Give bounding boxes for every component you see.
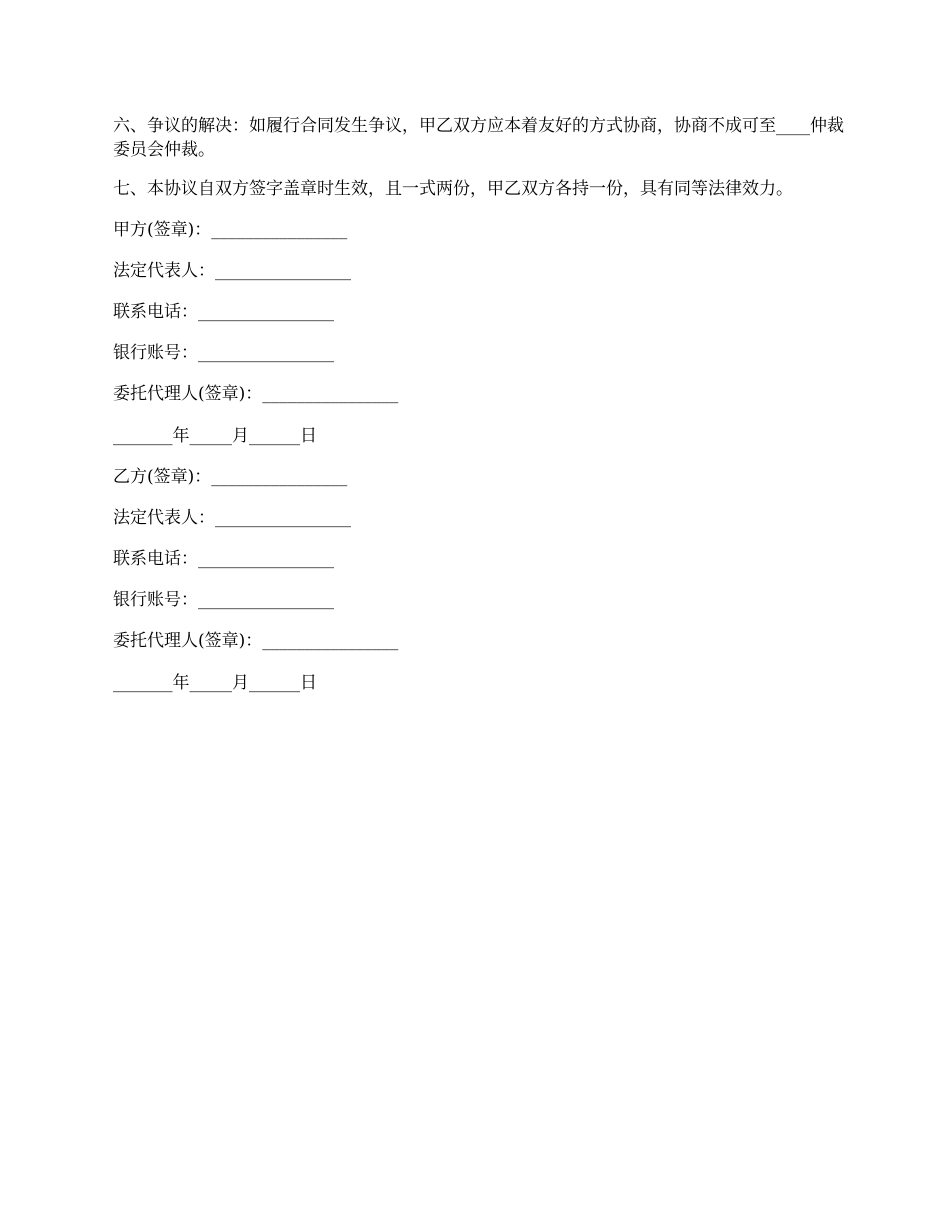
party-a-signature: 甲方(签章)：________________ <box>113 220 348 240</box>
party-b-date: _______年_____月______日 <box>113 673 317 693</box>
document-body <box>113 114 858 695</box>
party-b-bank-account: 银行账号：________________ <box>113 590 334 610</box>
clause-7-effectiveness: 七、本协议自双方签字盖章时生效，且一式两份，甲乙双方各持一份，具有同等法律效力。 <box>113 179 793 199</box>
party-b-signature: 乙方(签章)：________________ <box>113 467 348 487</box>
party-a-agent: 委托代理人(签章)：________________ <box>113 384 399 404</box>
party-a-phone: 联系电话：________________ <box>113 302 334 322</box>
clause-6-dispute-resolution: 六、争议的解决：如履行合同发生争议，甲乙双方应本着友好的方式协商，协商不成可至____仲裁委员会仲裁。 <box>113 116 844 160</box>
party-a-date: _______年_____月______日 <box>113 426 317 446</box>
party-b-legal-rep: 法定代表人：________________ <box>113 508 351 528</box>
party-a-bank-account: 银行账号：________________ <box>113 343 334 363</box>
party-b-phone: 联系电话：________________ <box>113 549 334 569</box>
party-a-legal-rep: 法定代表人：________________ <box>113 261 351 281</box>
party-b-agent: 委托代理人(签章)：________________ <box>113 631 399 651</box>
